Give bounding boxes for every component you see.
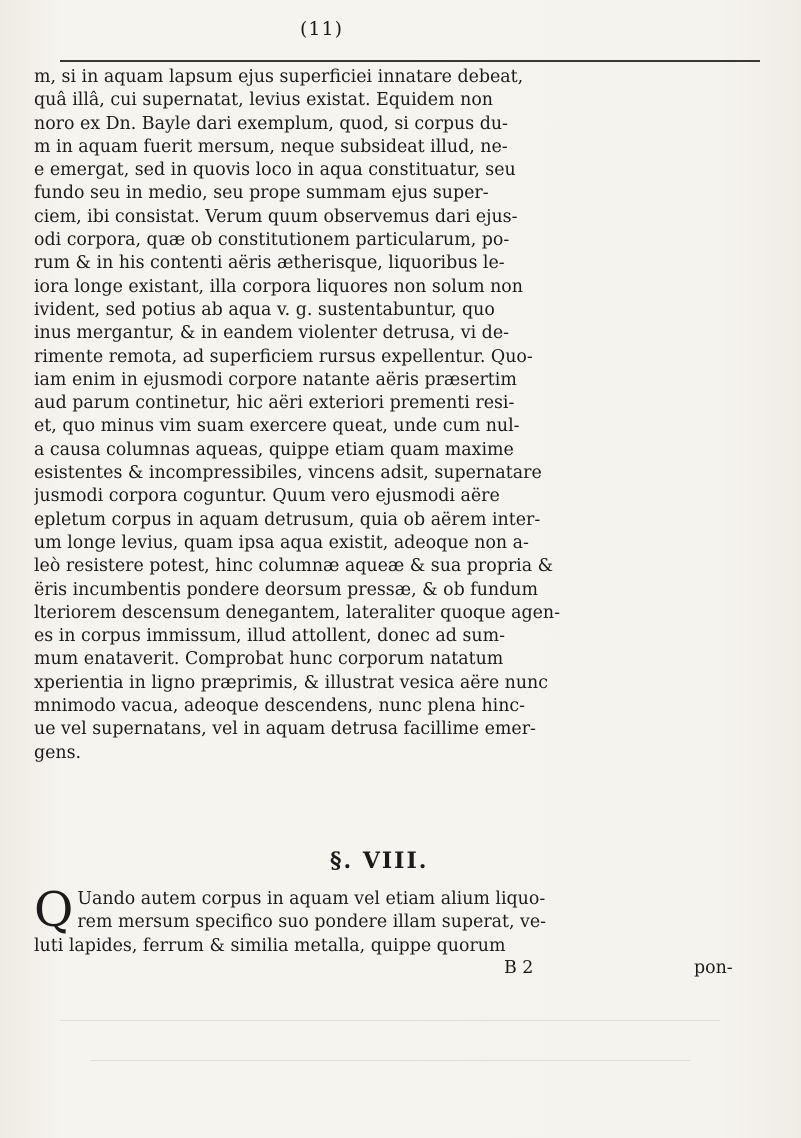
text-line: rum & in his contenti aëris ætherisque, liquoribus le-: [34, 253, 505, 274]
text-line: Uando autem corpus in aquam vel etiam alium liquo-: [77, 889, 546, 909]
main-paragraph: [34, 66, 770, 765]
text-line: et, quo minus vim suam exercere queat, unde cum nul-: [34, 416, 520, 437]
text-line: aud parum continetur, hic aëri exteriori prementi resi-: [34, 393, 515, 414]
text-line: rem mersum specifico suo pondere illam superat, ve-: [77, 912, 547, 933]
text-line: rimente remota, ad superficiem rursus expellentur. Quo-: [34, 346, 533, 367]
catchword: pon-: [694, 958, 733, 978]
drop-cap: Q: [34, 882, 74, 938]
section-heading: §. VIII.: [330, 848, 429, 874]
text-line: es in corpus immissum, illud attollent, donec ad sum-: [34, 626, 505, 647]
text-line: iora longe existant, illa corpora liquores non solum non: [34, 276, 523, 297]
text-line: leò resistere potest, hinc columnæ aqueæ & sua propria &: [34, 556, 554, 577]
text-line: fundo seu in medio, seu prope summam ejus super-: [34, 183, 489, 204]
bleed-through-line: [60, 1020, 720, 1021]
text-line: a causa columnas aqueas, quippe etiam quam maxime: [34, 439, 514, 460]
text-line: mum enataverit. Comprobat hunc corporum natatum: [34, 649, 504, 670]
text-line: xperientia in ligno præprimis, & illustrat vesica aëre nunc: [34, 672, 549, 693]
bleed-through-line: [90, 1060, 690, 1061]
text-line: ivident, sed potius ab aqua v. g. sustentabuntur, quo: [34, 299, 495, 320]
text-line: jusmodi corpora coguntur. Quum vero ejusmodi aëre: [34, 486, 500, 507]
text-line: mnimodo vacua, adeoque descendens, nunc plena hinc-: [34, 696, 526, 717]
signature-mark: B 2: [504, 958, 534, 978]
text-line: ue vel supernatans, vel in aquam detrusa facillime emer-: [34, 719, 536, 740]
text-line: luti lapides, ferrum & similia metalla, quippe quorum: [34, 935, 506, 956]
text-line: noro ex Dn. Bayle dari exemplum, quod, si corpus du-: [34, 113, 508, 134]
section-paragraph: [34, 882, 770, 958]
text-line: inus mergantur, & in eandem violenter detrusa, vi de-: [34, 323, 509, 344]
text-line: e emergat, sed in quovis loco in aqua constituatur, seu: [34, 160, 516, 181]
text-line: m in aquam fuerit mersum, neque subsideat illud, ne-: [34, 136, 508, 157]
page-header: [60, 16, 760, 56]
text-line: odi corpora, quæ ob constitutionem particularum, po-: [34, 230, 510, 251]
text-line: ëris incumbentis pondere deorsum pressæ, & ob fundum: [34, 579, 538, 600]
text-line: m, si in aquam lapsum ejus superficiei innatare debeat,: [34, 67, 524, 87]
page-footer: [34, 958, 770, 981]
text-line: gens.: [34, 742, 82, 763]
text-line: quâ illâ, cui supernatat, levius existat. Equidem non: [34, 90, 493, 111]
header-rule: [60, 60, 760, 62]
text-line: ciem, ibi consistat. Verum quum observemus dari ejus-: [34, 206, 518, 227]
text-line: iam enim in ejusmodi corpore natante aëris præsertim: [34, 369, 517, 390]
text-line: esistentes & incompressibiles, vincens adsit, supernatare: [34, 463, 542, 484]
text-line: epletum corpus in aquam detrusum, quia ob aërem inter-: [34, 509, 541, 530]
text-line: lteriorem descensum denegantem, lateraliter quoque agen-: [34, 602, 560, 623]
text-line: um longe levius, quam ipsa aqua existit, adeoque non a-: [34, 532, 529, 553]
page-number: (11): [300, 18, 344, 40]
